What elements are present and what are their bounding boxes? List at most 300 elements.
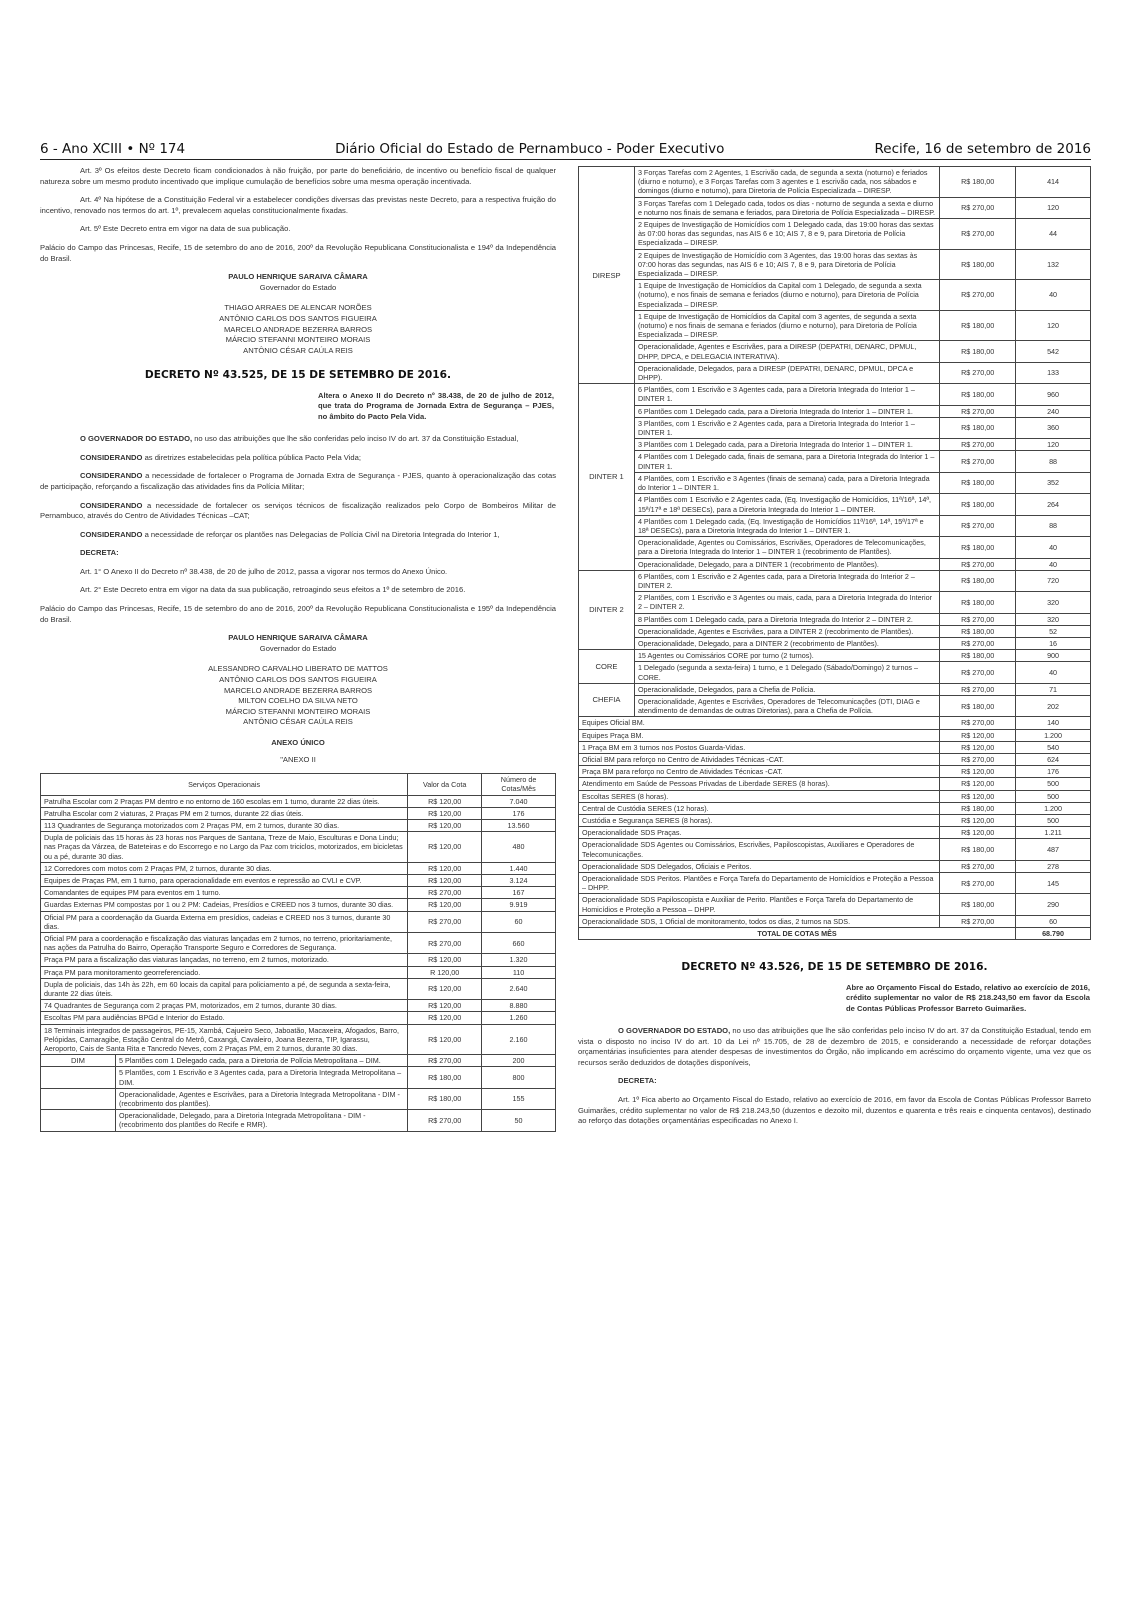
quota-count: 1.200 [1016, 729, 1091, 741]
dim-row-wrap [41, 1055, 407, 1066]
service-description: 2 Plantões, com 1 Escrivão e 3 Agentes ou mais, cada, para a Diretoria Integrada do Interior 2 – DINTER 2. [634, 592, 939, 613]
service-description: Operacionalidade SDS, 1 Oficial de monitoramento, todos os dias, 2 turnos na SDS. [579, 915, 940, 927]
quota-value: R$ 270,00 [408, 933, 482, 954]
table-row [579, 894, 1091, 915]
quota-count: 3.124 [482, 875, 556, 887]
quota-count: 88 [1016, 515, 1091, 536]
table-row [579, 558, 1091, 570]
service-description: 4 Plantões com 1 Delegado cada, finais de semana, para a Diretoria Integrada do Interior 1 – DINTER 1. [634, 451, 939, 472]
quota-value: R 120,00 [408, 966, 482, 978]
quota-value: R$ 180,00 [940, 802, 1016, 814]
service-description: Central de Custódia SERES (12 horas). [579, 802, 940, 814]
art5-paragraph: Art. 5º Este Decreto entra em vigor na data de sua publicação. [80, 224, 291, 234]
quota-value: R$ 180,00 [940, 839, 1016, 860]
quota-count: 278 [1016, 860, 1091, 872]
quota-value: R$ 270,00 [408, 1055, 482, 1067]
services-table-right [578, 166, 1091, 940]
considerando-label: CONSIDERANDO [80, 500, 143, 510]
signer-name: THIAGO ARRAES DE ALENCAR NORÕES [224, 303, 372, 313]
palacio-paragraph-2: Palácio do Campo das Princesas, Recife, 15 de setembro do ano de 2016, 200º da Revolução Republicana Constitucionalista e 195º da Independência do Brasil. [40, 604, 556, 624]
decree-title-2: DECRETO Nº 43.526, DE 15 DE SETEMBRO DE 2016. [681, 961, 988, 974]
quota-value: R$ 180,00 [940, 494, 1016, 515]
signature-block-1 [40, 272, 556, 356]
service-description: 6 Plantões com 1 Delegado cada, para a Diretoria Integrada do Interior 1 – DINTER 1. [634, 405, 939, 417]
considerando-label: CONSIDERANDO [80, 452, 143, 462]
quota-value: R$ 270,00 [940, 197, 1016, 218]
quota-value: R$ 180,00 [940, 341, 1016, 362]
service-description: Operacionalidade SDS Peritos. Plantões e Força Tarefa do Departamento de Homicídios e Proteção a Pessoa – DHPP. [579, 873, 940, 894]
table-row [579, 625, 1091, 637]
service-description: Operacionalidade SDS Delegados, Oficiais e Peritos. [579, 860, 940, 872]
table-row [579, 494, 1091, 515]
table-row [579, 662, 1091, 683]
considerando-text: a necessidade de reforçar os plantões nas Delegacias de Polícia Civil na Diretoria Integrada do Interior 1, [142, 529, 500, 539]
service-description-cell [41, 1067, 408, 1088]
service-description: Praça PM para a fiscalização das viaturas lançadas, no terreno, em 2 turnos, motorizado. [41, 954, 408, 966]
quota-value: R$ 120,00 [408, 875, 482, 887]
table-row [579, 219, 1091, 250]
quota-count: 40 [1016, 662, 1091, 683]
quota-value: R$ 180,00 [940, 472, 1016, 493]
table-row [579, 650, 1091, 662]
table-row [579, 472, 1091, 493]
quota-count: 960 [1016, 384, 1091, 405]
decree-summary-2: Abre ao Orçamento Fiscal do Estado, relativo ao exercício de 2016, crédito suplementar no valor de R$ 218.243,50 em favor da Escola de Contas Públicas Professor Barreto Guimarães. [846, 982, 1090, 1013]
header-count: Número de Cotas/Mês [482, 774, 556, 795]
anexo-ii-title: "ANEXO II [280, 754, 316, 764]
signer-name: ANTÔNIO CARLOS DOS SANTOS FIGUEIRA [219, 675, 377, 685]
quota-value: R$ 120,00 [940, 778, 1016, 790]
considerando-2 [40, 471, 556, 492]
quota-value: R$ 180,00 [940, 570, 1016, 591]
quota-count: 50 [482, 1110, 556, 1131]
quota-value: R$ 180,00 [940, 167, 1016, 198]
table-row [579, 384, 1091, 405]
services-table-left [40, 773, 556, 1132]
quota-count: 720 [1016, 570, 1091, 591]
header-services: Serviços Operacionais [41, 774, 408, 795]
quota-value: R$ 180,00 [940, 310, 1016, 341]
group-label [41, 1110, 116, 1130]
quota-count: 540 [1016, 741, 1091, 753]
quota-value: R$ 270,00 [940, 873, 1016, 894]
quota-value: R$ 270,00 [940, 637, 1016, 649]
service-description: Operacionalidade SDS Praças. [579, 827, 940, 839]
table-row [579, 778, 1091, 790]
service-description: 12 Corredores com motos com 2 Praças PM, 2 turnos, durante 30 dias. [41, 862, 408, 874]
quota-value: R$ 270,00 [408, 887, 482, 899]
quota-value: R$ 180,00 [940, 894, 1016, 915]
table-row [579, 570, 1091, 591]
governor-title: Governador do Estado [259, 282, 337, 292]
service-description-cell [41, 1055, 408, 1067]
governor-label: O GOVERNADOR DO ESTADO, [618, 1026, 731, 1036]
quota-count: 88 [1016, 451, 1091, 472]
quota-count: 155 [482, 1088, 556, 1109]
quota-value: R$ 270,00 [940, 558, 1016, 570]
decreta-label-2: DECRETA: [618, 1076, 657, 1086]
table-row [579, 249, 1091, 280]
total-row [579, 928, 1091, 940]
quota-value: R$ 270,00 [940, 405, 1016, 417]
signer-name: MÁRCIO STEFANNI MONTEIRO MORAIS [225, 706, 371, 716]
dim-row-wrap [41, 1089, 407, 1109]
quota-count: 500 [1016, 814, 1091, 826]
quota-count: 624 [1016, 753, 1091, 765]
table-row [41, 875, 556, 887]
table-row [579, 362, 1091, 383]
quota-count: 480 [482, 832, 556, 863]
service-description: 3 Forças Tarefas com 1 Delegado cada, todos os dias - noturno de segunda a sexta e diurno e noturno nos finais de semana e feriados, para Diretoria de Polícia Especializada – DIRESP. [634, 197, 939, 218]
signer-name: MARCELO ANDRADE BEZERRA BARROS [223, 324, 373, 334]
quota-value: R$ 180,00 [408, 1088, 482, 1109]
governor-label: O GOVERNADOR DO ESTADO, [80, 434, 193, 444]
group-label: DINTER 2 [579, 570, 635, 649]
quota-value: R$ 270,00 [940, 439, 1016, 451]
governor-preamble-2 [578, 1026, 1091, 1068]
table-row [579, 637, 1091, 649]
quota-value: R$ 270,00 [940, 683, 1016, 695]
quota-value: R$ 180,00 [408, 1067, 482, 1088]
service-description-cell [41, 1088, 408, 1109]
quota-count: 176 [1016, 766, 1091, 778]
governor-preamble-text: no uso das atribuições que lhe são conferidas pelo inciso IV do art. 37 da Constituição Estadual, tendo em vista o disposto no inciso IV do art. 10 da Lei nº 15.705, de 28 de dezembro de 2015, e considerando a necessidade de reforçar dotações orçamentárias insuficientes para atender despesas de investimentos do Órgão, não implicando em acréscimo do orçamento vigente, uma vez que os recursos serão deduzidos de dotações disponíveis, [578, 1026, 1091, 1067]
service-description: 4 Plantões com 1 Delegado cada, (Eq. Investigação de Homicídios 11ª/16ª, 14ª, 15ª/17ª e 18ª DESECs), para a Diretoria Integrada do Interior 1 – DINTER 1. [634, 515, 939, 536]
quota-value: R$ 270,00 [940, 515, 1016, 536]
service-description: Equipes Oficial BM. [579, 717, 940, 729]
quota-value: R$ 270,00 [940, 753, 1016, 765]
quota-count: 120 [1016, 439, 1091, 451]
signer-name: ANTÔNIO CÉSAR CAÚLA REIS [243, 345, 353, 355]
quota-value: R$ 120,00 [940, 814, 1016, 826]
table-row [579, 341, 1091, 362]
service-description: Operacionalidade, Agentes ou Comissários, Escrivães, Operadores de Telecomunicações, para a Diretoria Integrada do Interior 1 – DINTER 1 (recobrimento de Plantões). [634, 537, 939, 558]
quota-value: R$ 270,00 [940, 280, 1016, 311]
quota-value: R$ 270,00 [940, 362, 1016, 383]
service-description: Operacionalidade, Agentes e Escrivães, Operadores de Telecomunicações (DTI, DIAG e atendimento de demandas de outras Diretorias), para a Chefia de Polícia. [634, 695, 939, 716]
service-description: Atendimento em Saúde de Pessoas Privadas de Liberdade SERES (8 horas). [579, 778, 940, 790]
table-row [41, 795, 556, 807]
table-row [579, 860, 1091, 872]
quota-value: R$ 270,00 [940, 717, 1016, 729]
table-row [579, 592, 1091, 613]
quota-value: R$ 270,00 [408, 1110, 482, 1131]
service-description: Escoltas PM para audiências BPGd e Interior do Estado. [41, 1012, 408, 1024]
quota-value: R$ 180,00 [940, 417, 1016, 438]
quota-count: 320 [1016, 613, 1091, 625]
quota-count: 71 [1016, 683, 1091, 695]
service-description: 6 Plantões, com 1 Escrivão e 3 Agentes cada, para a Diretoria Integrada do Interior 1 – DINTER 1. [634, 384, 939, 405]
table-row [41, 1067, 556, 1088]
service-description: 1 Delegado (segunda a sexta-feira) 1 turno, e 1 Delegado (Sábado/Domingo) 2 turnos – CORE. [634, 662, 939, 683]
total-label: TOTAL DE COTAS MÊS [579, 928, 1016, 940]
group-label [41, 1067, 116, 1087]
quota-value: R$ 180,00 [940, 384, 1016, 405]
service-description: Guardas Externas PM compostas por 1 ou 2 PM: Cadeias, Presídios e CREED nos 3 turnos, durante 30 dias. [41, 899, 408, 911]
quota-count: 352 [1016, 472, 1091, 493]
quota-value: R$ 270,00 [408, 911, 482, 932]
service-description: 15 Agentes ou Comissários CORE por turno (2 turnos). [634, 650, 939, 662]
quota-value: R$ 180,00 [940, 625, 1016, 637]
signer-name: MÁRCIO STEFANNI MONTEIRO MORAIS [225, 335, 371, 345]
group-label: DINTER 1 [579, 384, 635, 570]
quota-count: 1.211 [1016, 827, 1091, 839]
service-description: Custódia e Segurança SERES (8 horas). [579, 814, 940, 826]
art3-paragraph: Art. 3º Os efeitos deste Decreto ficam condicionados à não fruição, por parte do beneficiário, de incentivo ou benefício fiscal de qualquer natureza sobre um mesmo produto incentivado que implique cumulação de benefícios sobre uma mesma operação incentivada. [40, 166, 556, 186]
considerando-4 [40, 530, 556, 541]
quota-count: 487 [1016, 839, 1091, 860]
table-row [579, 613, 1091, 625]
page-header [40, 137, 1091, 160]
service-description: Praça PM para monitoramento georreferenciado. [41, 966, 408, 978]
quota-value: R$ 270,00 [940, 451, 1016, 472]
service-description: 3 Plantões, com 1 Escrivão e 2 Agentes cada, para a Diretoria Integrada do Interior 1 – DINTER 1. [634, 417, 939, 438]
quota-value: R$ 270,00 [940, 915, 1016, 927]
quota-count: 44 [1016, 219, 1091, 250]
service-description: Praça BM para reforço no Centro de Atividades Técnicas -CAT. [579, 766, 940, 778]
quota-count: 145 [1016, 873, 1091, 894]
table-row [41, 1088, 556, 1109]
group-label: DIM [41, 1055, 116, 1066]
quota-count: 40 [1016, 280, 1091, 311]
service-description: 5 Plantões com 1 Delegado cada, para a Diretoria de Polícia Metropolitana – DIM. [119, 1056, 381, 1066]
quota-value: R$ 120,00 [940, 729, 1016, 741]
table-row [579, 729, 1091, 741]
art4-paragraph: Art. 4º Na hipótese de a Constituição Federal vir a estabelecer condições diversas das previstas neste Decreto, para a respectiva fruição do incentivo, renovado nos termos do art. 1º, prevalecem aquelas constitucionalmente fixadas. [40, 195, 556, 215]
table-row [579, 167, 1091, 198]
table-row [579, 753, 1091, 765]
quota-count: 202 [1016, 695, 1091, 716]
table-row [579, 683, 1091, 695]
service-description: 3 Plantões com 1 Delegado cada, para a Diretoria Integrada do Interior 1 – DINTER 1. [634, 439, 939, 451]
table-row [41, 1024, 556, 1055]
table-row [41, 1110, 556, 1131]
quota-value: R$ 120,00 [408, 1000, 482, 1012]
quota-count: 110 [482, 966, 556, 978]
table-row [579, 827, 1091, 839]
quota-count: 40 [1016, 558, 1091, 570]
quota-count: 264 [1016, 494, 1091, 515]
quota-value: R$ 120,00 [408, 820, 482, 832]
table-row [579, 915, 1091, 927]
quota-count: 2.640 [482, 978, 556, 999]
signer-name: ANTÔNIO CÉSAR CAÚLA REIS [243, 717, 353, 727]
journal-title: Diário Oficial do Estado de Pernambuco - Poder Executivo [335, 141, 725, 157]
quota-value: R$ 180,00 [940, 650, 1016, 662]
table-row [579, 766, 1091, 778]
table-row [41, 1000, 556, 1012]
quota-count: 1.440 [482, 862, 556, 874]
quota-value: R$ 180,00 [940, 249, 1016, 280]
table-row [579, 405, 1091, 417]
quota-count: 414 [1016, 167, 1091, 198]
quota-value: R$ 120,00 [408, 832, 482, 863]
table-row [41, 832, 556, 863]
service-description: 8 Plantões com 1 Delegado cada, para a Diretoria Integrada do Interior 2 – DINTER 2. [634, 613, 939, 625]
quota-count: 1.320 [482, 954, 556, 966]
service-description: Operacionalidade SDS Papiloscopista e Auxiliar de Perito. Plantões e Força Tarefa do Departamento de Homicídios e Proteção a Pessoa – DHPP. [579, 894, 940, 915]
quota-count: 7.040 [482, 795, 556, 807]
quota-count: 120 [1016, 197, 1091, 218]
quota-count: 240 [1016, 405, 1091, 417]
considerando-3 [40, 501, 556, 522]
table-row [41, 911, 556, 932]
edition-info: 6 - Ano XCIII • Nº 174 [40, 141, 186, 157]
service-description: Oficial PM para a coordenação da Guarda Externa em presídios, cadeias e CREED nos 3 turnos, durante 30 dias. [41, 911, 408, 932]
quota-value: R$ 120,00 [408, 978, 482, 999]
service-description: Patrulha Escolar com 2 Praças PM dentro e no entorno de 160 escolas em 1 turno, durante 22 dias úteis. [41, 795, 408, 807]
quota-count: 290 [1016, 894, 1091, 915]
quota-value: R$ 120,00 [408, 795, 482, 807]
quota-count: 500 [1016, 790, 1091, 802]
quota-count: 133 [1016, 362, 1091, 383]
table-row [579, 280, 1091, 311]
considerando-text: a necessidade de fortalecer o Programa de Jornada Extra de Segurança - PJES, quanto à operacionalização das cotas de participação, reforçando a fiscalização das atividades fins da Polícia Militar; [40, 471, 556, 491]
quota-count: 660 [482, 933, 556, 954]
service-description: Escoltas SERES (8 horas). [579, 790, 940, 802]
service-description: Operacionalidade, Delegados, para a Chefia de Polícia. [634, 683, 939, 695]
service-description: Equipes Praça BM. [579, 729, 940, 741]
quota-value: R$ 120,00 [940, 790, 1016, 802]
palacio-paragraph-1: Palácio do Campo das Princesas, Recife, 15 de setembro do ano de 2016, 200º da Revolução Republicana Constitucionalista e 194º da Independência do Brasil. [40, 242, 556, 263]
group-label: DIRESP [579, 167, 635, 384]
signer-name: ALESSANDRO CARVALHO LIBERATO DE MATTOS [208, 664, 388, 674]
quota-count: 900 [1016, 650, 1091, 662]
service-description: 5 Plantões, com 1 Escrivão e 3 Agentes cada, para a Diretoria Integrada Metropolitana – DIM. [119, 1068, 402, 1087]
table-row [579, 417, 1091, 438]
service-description: 1 Praça BM em 3 turnos nos Postos Guarda-Vidas. [579, 741, 940, 753]
quota-count: 2.160 [482, 1024, 556, 1055]
table-row [579, 790, 1091, 802]
quota-count: 40 [1016, 537, 1091, 558]
quota-value: R$ 120,00 [408, 807, 482, 819]
quota-value: R$ 120,00 [940, 741, 1016, 753]
dim-row-wrap [41, 1110, 407, 1130]
table-row [579, 814, 1091, 826]
quota-count: 52 [1016, 625, 1091, 637]
service-description: 1 Equipe de Investigação de Homicídios da Capital com 1 Delegado, de segunda a sexta (noturno), e nos finais de semana e feriados (diurno e noturno), para Diretoria de Polícia Especializada – DIRESP. [634, 280, 939, 311]
service-description: 6 Plantões, com 1 Escrivão e 2 Agentes cada, para a Diretoria Integrada do Interior 2 – DINTER 2. [634, 570, 939, 591]
service-description: 4 Plantões com 1 Escrivão e 2 Agentes cada, (Eq. Investigação de Homicídios, 11ª/16ª, 14ª, 15ª/17ª e 18ª DESECs), para a Diretoria Integrada do Interior 1 – DINTER. [634, 494, 939, 515]
signer-name: MILTON COELHO DA SILVA NETO [238, 696, 358, 706]
considerando-1 [40, 453, 556, 464]
table-row [579, 839, 1091, 860]
table-row [579, 695, 1091, 716]
service-description: 74 Quadrantes de Segurança com 2 praças PM, motorizados, em 2 turnos, durante 30 dias. [41, 1000, 408, 1012]
left-column [40, 166, 556, 1132]
service-description: 18 Terminais integrados de passageiros, PE-15, Xambá, Cajueiro Seco, Jaboatão, Macaxeira, Afogados, Barro, Pelópidas, Camaragibe, Estação Central do Metrô, Caxangá, Cavaleiro, Joana Bezerra, TIP, Igarassu, Aeroporto, Cais de Santa Rita e Tancredo Neves, com 2 Praças PM, em 2 turnos, durante 30 dias. [41, 1024, 408, 1055]
governor-preamble [40, 434, 556, 445]
quota-count: 9.919 [482, 899, 556, 911]
art1-paragraph-2: Art. 1º Fica aberto ao Orçamento Fiscal do Estado, relativo ao exercício de 2016, em favor da Escola de Contas Públicas Professor Barreto Guimarães, crédito suplementar no valor de R$ 218.243,50 (duzentos e dezoito mil, duzentos e quarenta e três reais e cinquenta centavos), destinado ao reforço das dotações orçamentárias especificadas no Anexo I. [578, 1095, 1091, 1126]
table-row [579, 197, 1091, 218]
signer-name: ANTÔNIO CARLOS DOS SANTOS FIGUEIRA [219, 313, 377, 323]
table-row [41, 1012, 556, 1024]
group-label [41, 1089, 116, 1109]
governor-preamble-text: no uso das atribuições que lhe são conferidas pelo inciso IV do art. 37 da Constituição Estadual, [192, 434, 519, 444]
considerando-text: as diretrizes estabelecidas pela política pública Pacto Pela Vida; [142, 452, 361, 462]
quota-value: R$ 120,00 [408, 899, 482, 911]
table-row [579, 802, 1091, 814]
quota-value: R$ 270,00 [940, 860, 1016, 872]
quota-count: 140 [1016, 717, 1091, 729]
table-row [579, 873, 1091, 894]
service-description: Operacionalidade, Agentes e Escrivães, para a DIRESP (DEPATRI, DENARC, DPMUL, DHPP, DPCA, e DELEGACIA INTERATIVA). [634, 341, 939, 362]
quota-count: 500 [1016, 778, 1091, 790]
table-row [579, 451, 1091, 472]
signer-name: MARCELO ANDRADE BEZERRA BARROS [223, 685, 373, 695]
quota-count: 320 [1016, 592, 1091, 613]
service-description: 4 Plantões, com 1 Escrivão e 3 Agentes (finais de semana) cada, para a Diretoria Integrada do Interior 1 – DINTER 1. [634, 472, 939, 493]
governor-name: PAULO HENRIQUE SARAIVA CÂMARA [228, 272, 368, 282]
table-row [41, 862, 556, 874]
table-row [579, 537, 1091, 558]
table-row [41, 899, 556, 911]
quota-count: 60 [1016, 915, 1091, 927]
quota-count: 360 [1016, 417, 1091, 438]
quota-count: 200 [482, 1055, 556, 1067]
quota-count: 167 [482, 887, 556, 899]
table-row [41, 966, 556, 978]
service-description: 3 Forças Tarefas com 2 Agentes, 1 Escrivão cada, de segunda a sexta (noturno) e feriados (diurno e noturno), e 3 Forças Tarefas com 3 agentes e 1 escrivão cada, nos sábados e domingos (diurno e noturno), para Diretoria de Polícia Especializada – DIRESP. [634, 167, 939, 198]
quota-count: 132 [1016, 249, 1091, 280]
quota-value: R$ 270,00 [940, 662, 1016, 683]
quota-count: 120 [1016, 310, 1091, 341]
service-description: Dupla de policiais, das 14h às 22h, em 60 locais da capital para policiamento a pé, de segunda a sexta-feira, durante 22 dias úteis. [41, 978, 408, 999]
quota-value: R$ 120,00 [940, 766, 1016, 778]
group-label: CORE [579, 650, 635, 684]
table-row [41, 978, 556, 999]
quota-count: 1.200 [1016, 802, 1091, 814]
quota-count: 13.560 [482, 820, 556, 832]
quota-value: R$ 180,00 [940, 537, 1016, 558]
decree-title: DECRETO Nº 43.525, DE 15 DE SETEMBRO DE 2016. [144, 369, 452, 382]
service-description: Operacionalidade, Delegado, para a DINTER 2 (recobrimento de Plantões). [634, 637, 939, 649]
service-description: 2 Equipes de Investigação de Homicídio com 3 Agentes, das 19:00 horas das sextas às 07:00 horas das segundas, nas AIS 6 e 10; AIS 7, 8 e 9, para Diretoria de Polícia Especializada – DIRESP. [634, 249, 939, 280]
table-row [579, 515, 1091, 536]
table-row [41, 933, 556, 954]
table-row [579, 439, 1091, 451]
service-description: Dupla de policiais das 15 horas às 23 horas nos Parques de Santana, Treze de Maio, Esculturas e Dona Lindu; nas Praças da Várzea, de Bateteiras e do Escorrego e no Largo da Paz com triciclos, motorizados, em bicicletas ou a pé, durante 30 dias. [41, 832, 408, 863]
quota-value: R$ 270,00 [940, 613, 1016, 625]
service-description: Operacionalidade, Delegado, para a Diretoria Integrada Metropolitana - DIM - (recobrimento dos plantões do Recife e RMR). [119, 1111, 366, 1130]
right-column [578, 166, 1091, 1135]
table-row [41, 887, 556, 899]
service-description: Operacionalidade, Agentes e Escrivães, para a DINTER 2 (recobrimento de Plantões). [634, 625, 939, 637]
service-description: Equipes de Praças PM, em 1 turno, para operacionalidade em eventos e repressão ao CVLI e CVP. [41, 875, 408, 887]
service-description-cell [41, 1110, 408, 1131]
table-row [41, 954, 556, 966]
quota-count: 176 [482, 807, 556, 819]
quota-count: 542 [1016, 341, 1091, 362]
service-description: Operacionalidade SDS Agentes ou Comissários, Escrivães, Papiloscopistas, Auxiliares e Operadores de Telecomunicações. [579, 839, 940, 860]
total-value: 68.790 [1016, 928, 1091, 940]
quota-value: R$ 180,00 [940, 695, 1016, 716]
service-description: 2 Equipes de Investigação de Homicídios com 1 Delegado cada, das 19:00 horas das sextas às 07:00 horas das segundas, nas AIS 6 e 10; AIS 7, 8 e 9, para Diretoria de Polícia Especializada – DIRESP. [634, 219, 939, 250]
table-row [41, 820, 556, 832]
service-description: Operacionalidade, Agentes e Escrivães, para a Diretoria Integrada Metropolitana - DIM - (recobrimento dos plantões). [119, 1089, 400, 1109]
considerando-label: CONSIDERANDO [80, 471, 143, 481]
service-description: 113 Quadrantes de Segurança motorizados com 2 Praças PM, em 2 turnos, durante 30 dias. [41, 820, 408, 832]
quota-count: 8.880 [482, 1000, 556, 1012]
governor-title: Governador do Estado [259, 643, 337, 653]
service-description: Oficial BM para reforço no Centro de Atividades Técnicas -CAT. [579, 753, 940, 765]
quota-value: R$ 120,00 [940, 827, 1016, 839]
quota-count: 1.260 [482, 1012, 556, 1024]
quota-value: R$ 120,00 [408, 862, 482, 874]
quota-value: R$ 180,00 [940, 592, 1016, 613]
table-row [41, 807, 556, 819]
